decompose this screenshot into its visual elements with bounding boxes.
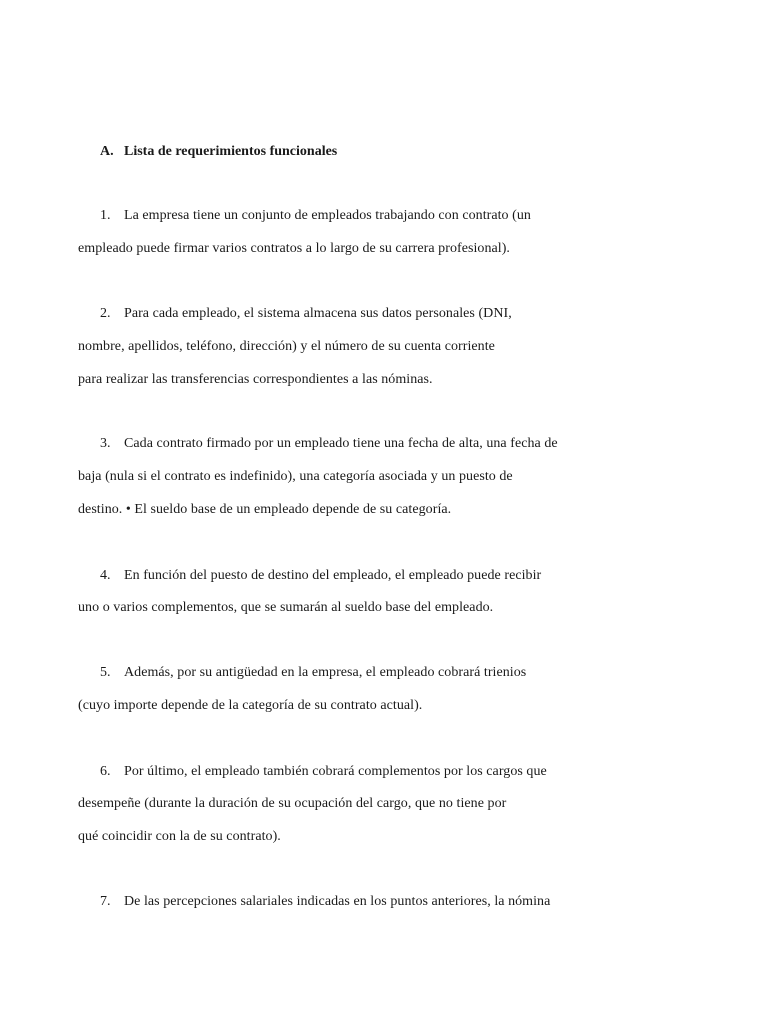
list-item-4-line-1 bbox=[100, 567, 541, 585]
list-item-2-line-2: nombre, apellidos, teléfono, dirección) y el número de su cuenta corriente bbox=[78, 339, 495, 354]
list-item-7-line-1 bbox=[100, 893, 550, 911]
list-item-6-line-1 bbox=[100, 763, 547, 781]
list-item-1-line-1 bbox=[100, 207, 531, 225]
list-item-5-line-2: (cuyo importe depende de la categoría de su contrato actual). bbox=[78, 698, 423, 713]
list-item-text: Para cada empleado, el sistema almacena sus datos personales (DNI, bbox=[124, 306, 512, 321]
list-item-number: 4. bbox=[100, 568, 111, 583]
list-item-text: Por último, el empleado también cobrará complementos por los cargos que bbox=[124, 764, 547, 779]
list-item-text: De las percepciones salariales indicadas en los puntos anteriores, la nómina bbox=[124, 894, 551, 909]
list-item-3-line-2: baja (nula si el contrato es indefinido), una categoría asociada y un puesto de bbox=[78, 469, 513, 484]
list-item-number: 6. bbox=[100, 764, 111, 779]
list-item-2-line-1 bbox=[100, 305, 512, 323]
section-heading bbox=[100, 143, 337, 161]
list-item-text: En función del puesto de destino del empleado, el empleado puede recibir bbox=[124, 568, 542, 583]
list-item-number: 5. bbox=[100, 665, 111, 680]
list-item-6-line-3: qué coincidir con la de su contrato). bbox=[78, 829, 281, 844]
list-item-2-line-3: para realizar las transferencias correspondientes a las nóminas. bbox=[78, 372, 433, 387]
list-item-text: La empresa tiene un conjunto de empleados trabajando con contrato (un bbox=[124, 208, 531, 223]
section-marker: A. bbox=[100, 144, 114, 159]
list-item-4-line-2: uno o varios complementos, que se sumarán al sueldo base del empleado. bbox=[78, 600, 494, 615]
list-item-number: 1. bbox=[100, 208, 111, 223]
list-item-1-line-2: empleado puede firmar varios contratos a lo largo de su carrera profesional). bbox=[78, 241, 510, 256]
list-item-number: 7. bbox=[100, 894, 111, 909]
list-item-text: Además, por su antigüedad en la empresa, el empleado cobrará trienios bbox=[124, 665, 527, 680]
section-title: Lista de requerimientos funcionales bbox=[124, 144, 338, 159]
list-item-3-line-3: destino. • El sueldo base de un empleado depende de su categoría. bbox=[78, 502, 452, 517]
list-item-text: Cada contrato firmado por un empleado tiene una fecha de alta, una fecha de bbox=[124, 436, 558, 451]
list-item-5-line-1 bbox=[100, 664, 526, 682]
list-item-3-line-1 bbox=[100, 435, 558, 453]
list-item-number: 2. bbox=[100, 306, 111, 321]
list-item-6-line-2: desempeñe (durante la duración de su ocupación del cargo, que no tiene por bbox=[78, 796, 507, 811]
list-item-number: 3. bbox=[100, 436, 111, 451]
